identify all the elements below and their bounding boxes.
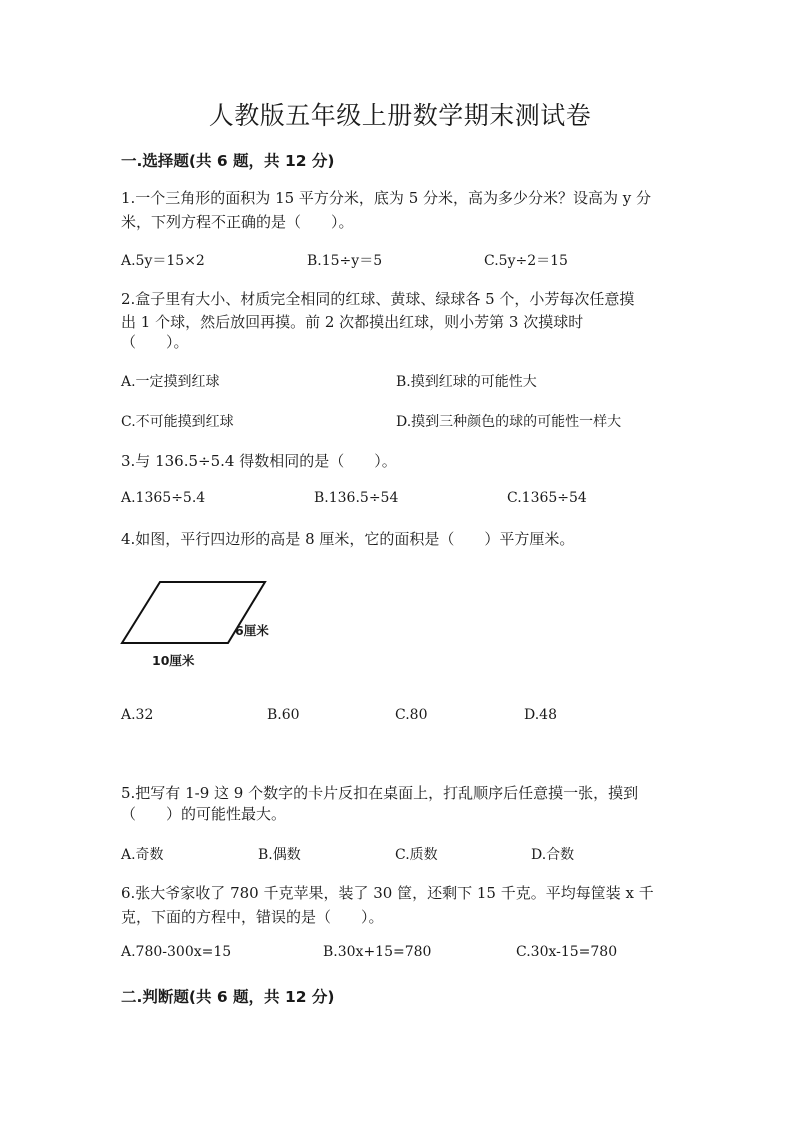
question-5-line-2: （ ）的可能性最大。 [121, 805, 287, 823]
question-5-option-c: C.质数 [395, 847, 438, 863]
question-2-option-b: B.摸到红球的可能性大 [396, 374, 537, 390]
question-1-option-c: C.5y÷2＝15 [484, 253, 568, 269]
question-4-line-1: 4.如图，平行四边形的高是 8 厘米，它的面积是（ ）平方厘米。 [121, 530, 575, 548]
question-5-option-a: A.奇数 [121, 847, 164, 863]
question-1-line-1: 1.一个三角形的面积为 15 平方分米，底为 5 分米，高为多少分米？设高为 y 分 [121, 189, 652, 207]
question-1-option-a: A.5y＝15×2 [121, 253, 205, 269]
parallelogram-side-label: 6厘米 [235, 623, 269, 638]
question-2-line-1: 2.盒子里有大小、材质完全相同的红球、黄球、绿球各 5 个，小芳每次任意摸 [121, 290, 635, 308]
question-3-option-b: B.136.5÷54 [314, 490, 399, 506]
question-4-option-d: D.48 [524, 707, 557, 723]
question-2-line-3: （ ）。 [121, 333, 189, 351]
question-5-line-1: 5.把写有 1-9 这 9 个数字的卡片反扣在桌面上，打乱顺序后任意摸一张，摸到 [121, 784, 639, 802]
question-1-line-2: 米，下列方程不正确的是（ ）。 [121, 213, 354, 231]
page-title: 人教版五年级上册数学期末测试卷 [208, 101, 592, 130]
question-4-option-c: C.80 [395, 707, 428, 723]
question-3-option-c: C.1365÷54 [507, 490, 587, 506]
question-2-option-d: D.摸到三种颜色的球的可能性一样大 [396, 414, 622, 430]
section-heading-judgement: 二.判断题(共 6 题，共 12 分) [121, 988, 335, 1006]
question-6-option-b: B.30x+15=780 [323, 944, 432, 960]
parallelogram-base-label: 10厘米 [152, 653, 195, 668]
question-2-option-c: C.不可能摸到红球 [121, 414, 234, 430]
question-6-option-c: C.30x-15=780 [516, 944, 618, 960]
question-3-option-a: A.1365÷5.4 [121, 490, 206, 506]
question-2-option-a: A.一定摸到红球 [121, 374, 220, 390]
question-2-line-2: 出 1 个球，然后放回再摸。前 2 次都摸出红球，则小芳第 3 次摸球时 [121, 313, 584, 331]
question-5-option-d: D.合数 [531, 847, 575, 863]
question-6-line-2: 克，下面的方程中，错误的是（ ）。 [121, 908, 384, 926]
question-4-option-b: B.60 [267, 707, 300, 723]
section-heading-choice: 一.选择题(共 6 题，共 12 分) [121, 152, 335, 170]
question-4-option-a: A.32 [121, 707, 154, 723]
question-6-line-1: 6.张大爷家收了 780 千克苹果，装了 30 筐，还剩下 15 千克。平均每筐装 x 千 [121, 884, 654, 902]
question-1-option-b: B.15÷y＝5 [307, 253, 383, 269]
question-6-option-a: A.780-300x=15 [121, 944, 232, 960]
question-3-line-1: 3.与 136.5÷5.4 得数相同的是（ ）。 [121, 452, 397, 470]
question-5-option-b: B.偶数 [258, 847, 301, 863]
